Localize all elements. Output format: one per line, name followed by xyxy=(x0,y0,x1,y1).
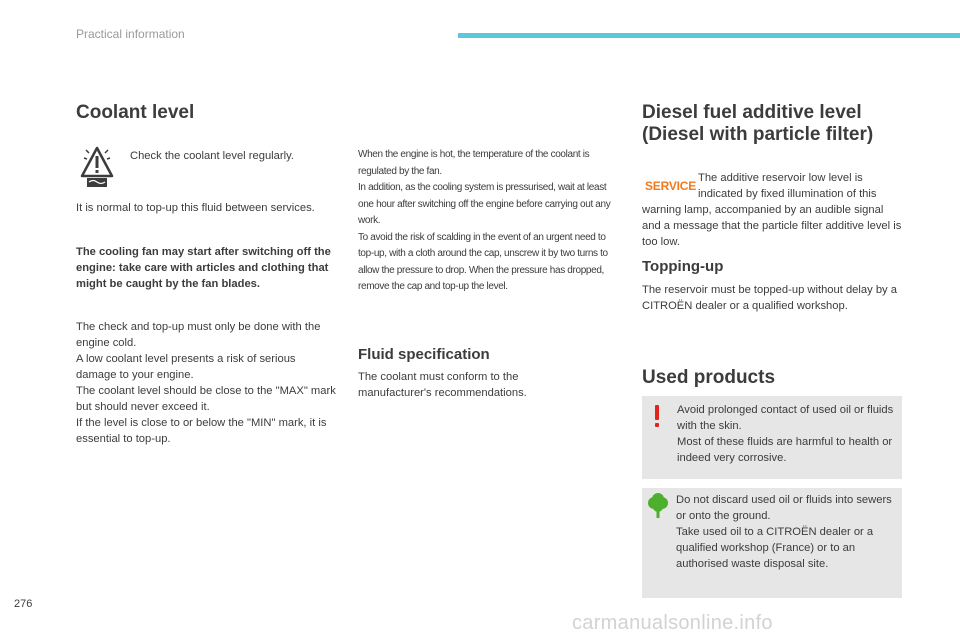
instruction-para: If the level is close to or below the "MIN" mark, it is essential to top-up. xyxy=(76,417,327,445)
health-warning-box xyxy=(642,396,902,479)
diesel-title-line: Diesel fuel additive level xyxy=(642,102,862,123)
check-instructions xyxy=(76,319,338,447)
section-label: Practical information xyxy=(76,27,185,41)
topping-up-title: Topping-up xyxy=(642,258,724,275)
service-warning-icon: SERVICE xyxy=(645,179,697,193)
watermark: carmanualsonline.info xyxy=(572,612,773,634)
fluid-specification-text: The coolant must conform to the manufacturer's recommendations. xyxy=(358,371,527,399)
health-warning-text xyxy=(677,402,895,466)
coolant-warning-icon xyxy=(80,146,114,190)
hot-engine-notes xyxy=(358,147,623,296)
coolant-level-title: Coolant level xyxy=(76,102,195,123)
warning-line: Most of these fluids are harmful to health or indeed very corrosive. xyxy=(677,436,893,464)
exclamation-warning-icon xyxy=(652,404,662,428)
diesel-text-a: The additive reservoir low level is indicated by fixed illumination of this xyxy=(698,172,877,200)
topping-up-text: The reservoir must be topped-up without delay by a CITROËN dealer or a qualified workshop. xyxy=(642,284,897,312)
normal-topup-text: It is normal to top-up this fluid between services. xyxy=(76,202,315,214)
environment-line: Take used oil to a CITROËN dealer or a qualified workshop (France) or to an authorised waste disposal site. xyxy=(676,526,874,570)
environment-line: Do not discard used oil or fluids into sewers or onto the ground. xyxy=(676,494,892,522)
instruction-para: A low coolant level presents a risk of serious damage to your engine. xyxy=(76,353,296,381)
instruction-para: The check and top-up must only be done with the engine cold. xyxy=(76,321,321,349)
instruction-para: The coolant level should be close to the "MAX" mark but should never exceed it. xyxy=(76,385,336,413)
environment-text xyxy=(676,492,896,572)
used-products-title: Used products xyxy=(642,367,776,388)
diesel-text-b: warning lamp, accompanied by an audible signal and a message that the particle filter additive level is too low. xyxy=(642,204,902,248)
header-accent-bar xyxy=(458,33,960,38)
page-number: 276 xyxy=(14,598,33,610)
warning-line: Avoid prolonged contact of used oil or fluids with the skin. xyxy=(677,404,894,432)
diesel-title-line: (Diesel with particle filter) xyxy=(642,124,874,145)
check-coolant-text: Check the coolant level regularly. xyxy=(130,150,294,162)
hot-note: When the engine is hot, the temperature of the coolant is regulated by the fan. xyxy=(358,149,590,177)
hot-note: In addition, as the cooling system is pressurised, wait at least one hour after switching off the engine before carrying out any work. xyxy=(358,182,611,226)
hot-note: To avoid the risk of scalding in the event of an urgent need to top-up, with a cloth around the cap, unscrew it by two turns to allow the pressure to drop. When the pressure has dropped, remove the cap and top-up the level. xyxy=(358,231,608,292)
fluid-specification-title: Fluid specification xyxy=(358,346,490,363)
fan-warning-text: The cooling fan may start after switching off the engine: take care with articles and clothing that might be caught by the fan blades. xyxy=(76,246,331,290)
environment-box xyxy=(642,488,902,598)
eco-tree-icon xyxy=(647,493,669,519)
diesel-additive-title xyxy=(642,102,942,146)
